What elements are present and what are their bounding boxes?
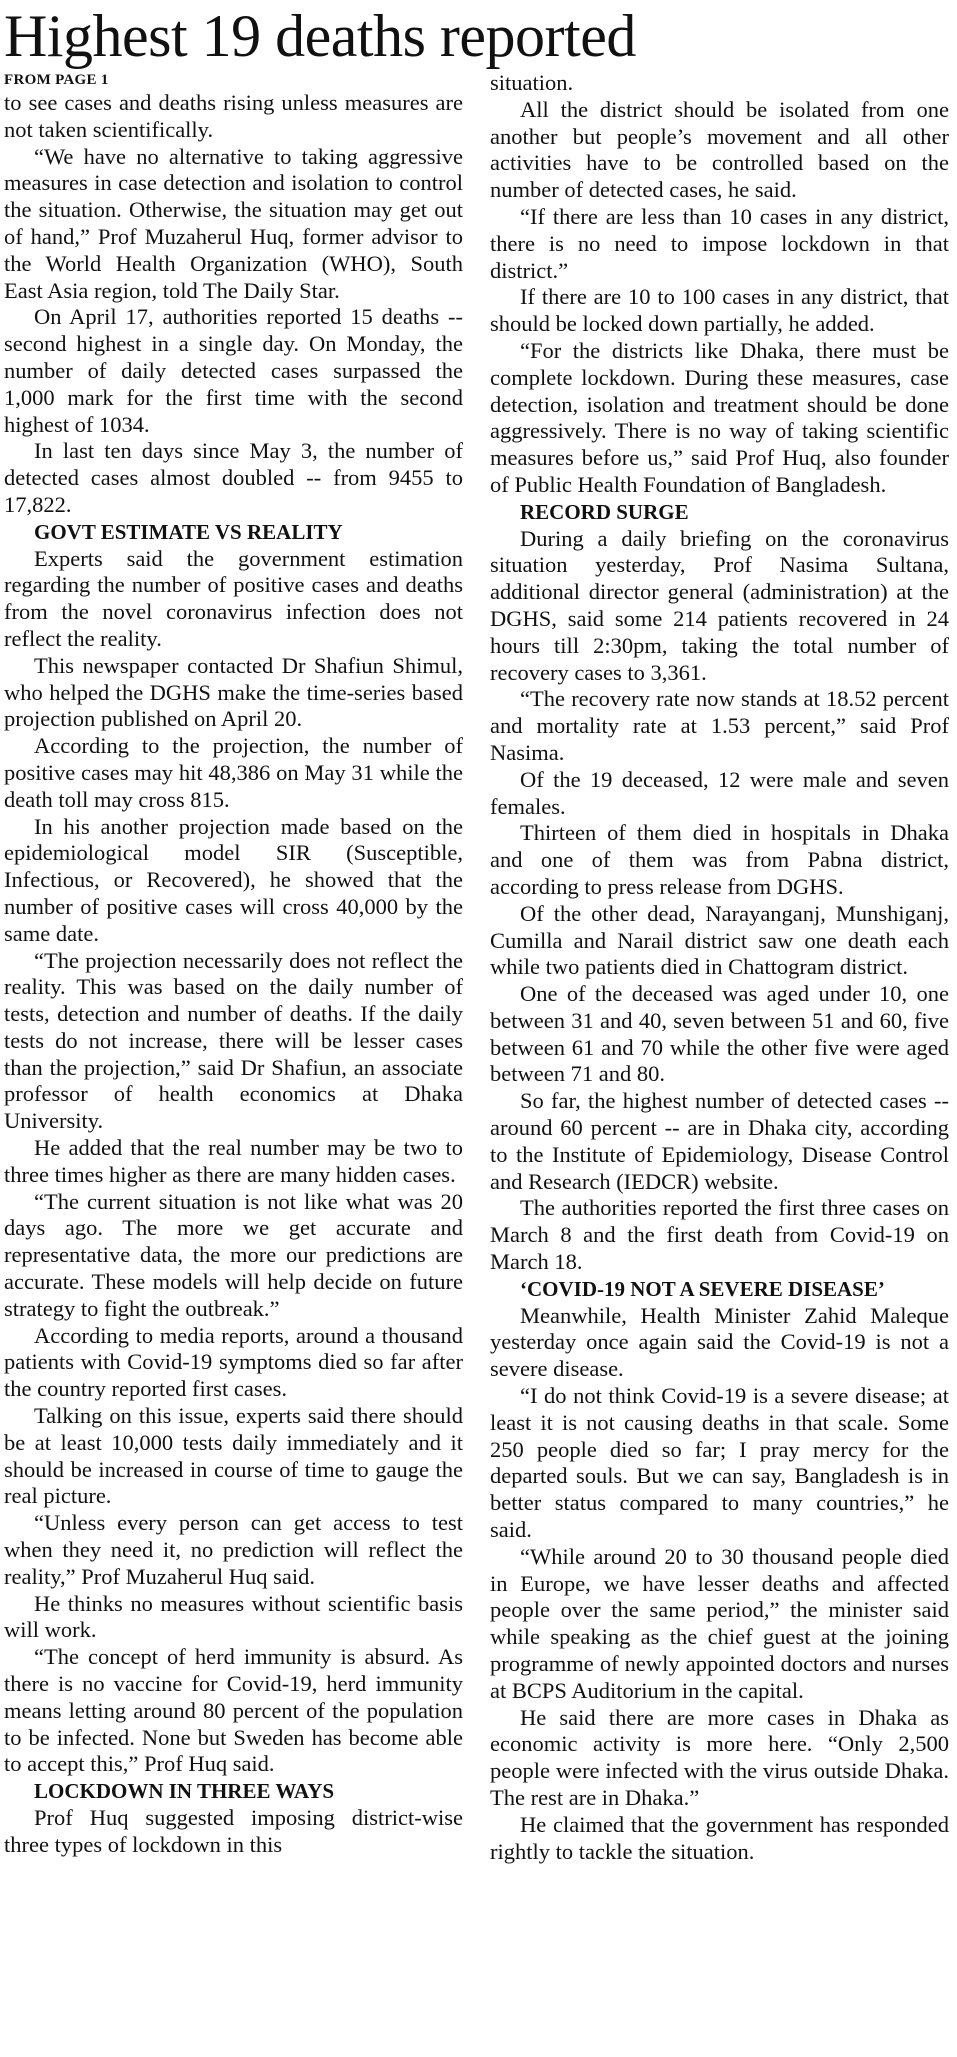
article-paragraph: to see cases and deaths rising unless measures are not taken scientifically. bbox=[4, 90, 463, 142]
article-paragraph: “The recovery rate now stands at 18.52 percent and mortality rate at 1.53 percent,” said Prof Nasima. bbox=[490, 686, 949, 765]
section-subheading: GOVT ESTIMATE VS REALITY bbox=[34, 519, 343, 544]
article-paragraph: situation. bbox=[490, 70, 574, 95]
article-paragraph: Experts said the government estimation regarding the number of positive cases and deaths from the novel coronavirus infection does not reflect the reality. bbox=[4, 545, 463, 651]
article-paragraph: Thirteen of them died in hospitals in Dhaka and one of them was from Pabna district, according to press release from DGHS. bbox=[490, 820, 949, 899]
article-paragraph: “The projection necessarily does not reflect the reality. This was based on the daily number of tests, detection and number of deaths. If the daily tests do not increase, there will be lesser cases than the projection,” said Dr Shafiun, an associate professor of health economics at Dhaka University. bbox=[4, 947, 463, 1134]
article-paragraph: He thinks no measures without scientific basis will work. bbox=[4, 1590, 463, 1643]
article-paragraph: In last ten days since May 3, the number of detected cases almost doubled -- from 9455 to 17,822. bbox=[4, 438, 463, 517]
article-paragraph: On April 17, authorities reported 15 deaths -- second highest in a single day. On Monday, the number of daily detected cases surpassed the 1,000 mark for the first time with the second highest of 1034. bbox=[4, 304, 463, 437]
article-paragraph: “I do not think Covid-19 is a severe disease; at least it is not causing deaths in that scale. Some 250 people died so far; I pray mercy for the departed souls. But we can say, Bangladesh is in better status compared to many countries,” he said. bbox=[490, 1383, 949, 1543]
article-paragraph: The authorities reported the first three cases on March 8 and the first death from Covid-19 on March 18. bbox=[490, 1195, 949, 1275]
headline: Highest 19 deaths reported bbox=[4, 3, 636, 69]
section-subheading: ‘COVID-19 NOT A SEVERE DISEASE’ bbox=[520, 1276, 885, 1301]
article-paragraph: Of the 19 deceased, 12 were male and seven females. bbox=[490, 766, 949, 819]
article-paragraph: During a daily briefing on the coronavirus situation yesterday, Prof Nasima Sultana, additional director general (administration) at the DGHS, said some 214 patients recovered in 24 hours till 2:30pm, taking the total number of recovery cases to 3,361. bbox=[490, 525, 949, 685]
article-paragraph: In his another projection made based on the epidemiological model SIR (Susceptible, Infectious, or Recovered), he showed that the number of positive cases will cross 40,000 by the same date. bbox=[4, 813, 463, 946]
from-page-label: FROM PAGE 1 bbox=[4, 72, 109, 88]
article-paragraph: “The current situation is not like what was 20 days ago. The more we get accurate and representative data, the more our predictions are accurate. These models will help decide on future strategy to fight the outbreak.” bbox=[4, 1188, 463, 1321]
article-paragraph: According to the projection, the number of positive cases may hit 48,386 on May 31 while the death toll may cross 815. bbox=[4, 733, 463, 812]
article-paragraph: One of the deceased was aged under 10, one between 31 and 40, seven between 51 and 60, five between 61 and 70 while the other five were aged between 71 and 80. bbox=[490, 981, 949, 1087]
article-paragraph: So far, the highest number of detected cases -- around 60 percent -- are in Dhaka city, according to the Institute of Epidemiology, Disease Control and Research (IEDCR) website. bbox=[490, 1088, 949, 1194]
article-paragraph: Of the other dead, Narayanganj, Munshiganj, Cumilla and Narail district saw one death each while two patients died in Chattogram district. bbox=[490, 900, 949, 980]
article-paragraph: “While around 20 to 30 thousand people died in Europe, we have lesser deaths and affected people over the same period,” the minister said while speaking as the chief guest at the joining programme of newly appointed doctors and nurses at BCPS Auditorium in the capital. bbox=[490, 1543, 949, 1703]
article-paragraph: “The concept of herd immunity is absurd. As there is no vaccine for Covid-19, herd immunity means letting around 80 percent of the population to be infected. None but Sweden has become able to accept this,” Prof Huq said. bbox=[4, 1644, 463, 1777]
article-paragraph: “Unless every person can get access to test when they need it, no prediction will reflect the reality,” Prof Muzaherul Huq said. bbox=[4, 1510, 463, 1589]
article-paragraph: Meanwhile, Health Minister Zahid Maleque yesterday once again said the Covid-19 is not a severe disease. bbox=[490, 1302, 949, 1382]
article-paragraph: All the district should be isolated from one another but people’s movement and all other activities have to be controlled based on the number of detected cases, he said. bbox=[490, 96, 949, 203]
section-subheading: RECORD SURGE bbox=[520, 499, 689, 524]
article-paragraph: Prof Huq suggested imposing district-wise three types of lockdown in this bbox=[4, 1805, 463, 1857]
article-paragraph: “If there are less than 10 cases in any district, there is no need to impose lockdown in that district.” bbox=[490, 203, 949, 283]
article-paragraph: According to media reports, around a thousand patients with Covid-19 symptoms died so far after the country reported first cases. bbox=[4, 1322, 463, 1402]
article-paragraph: If there are 10 to 100 cases in any district, that should be locked down partially, he added. bbox=[490, 284, 949, 337]
article-paragraph: He added that the real number may be two to three times higher as there are many hidden cases. bbox=[4, 1135, 463, 1187]
article-paragraph: Talking on this issue, experts said there should be at least 10,000 tests daily immediately and it should be increased in course of time to gauge the real picture. bbox=[4, 1403, 463, 1509]
section-subheading: LOCKDOWN IN THREE WAYS bbox=[34, 1779, 335, 1804]
right-column bbox=[490, 70, 949, 1865]
article-paragraph: “We have no alternative to taking aggressive measures in case detection and isolation to control the situation. Otherwise, the situation may get out of hand,” Prof Muzaherul Huq, former advisor to the World Health Organization (WHO), South East Asia region, told The Daily Star. bbox=[4, 143, 463, 303]
right-column-body bbox=[490, 70, 949, 1865]
article-paragraph: “For the districts like Dhaka, there must be complete lockdown. During these measures, case detection, isolation and treatment should be done aggressively. There is no way of taking scientific measures before us,” said Prof Huq, also founder of Public Health Foundation of Bangladesh. bbox=[490, 337, 949, 497]
left-column bbox=[4, 70, 463, 1865]
article-paragraph: This newspaper contacted Dr Shafiun Shimul, who helped the DGHS make the time-series based projection published on April 20. bbox=[4, 652, 463, 732]
left-column-body bbox=[4, 90, 463, 1859]
article-columns bbox=[4, 70, 949, 1865]
article-paragraph: He claimed that the government has responded rightly to tackle the situation. bbox=[490, 1811, 949, 1864]
article-paragraph: He said there are more cases in Dhaka as economic activity is more here. “Only 2,500 people were infected with the virus outside Dhaka. The rest are in Dhaka.” bbox=[490, 1704, 949, 1810]
